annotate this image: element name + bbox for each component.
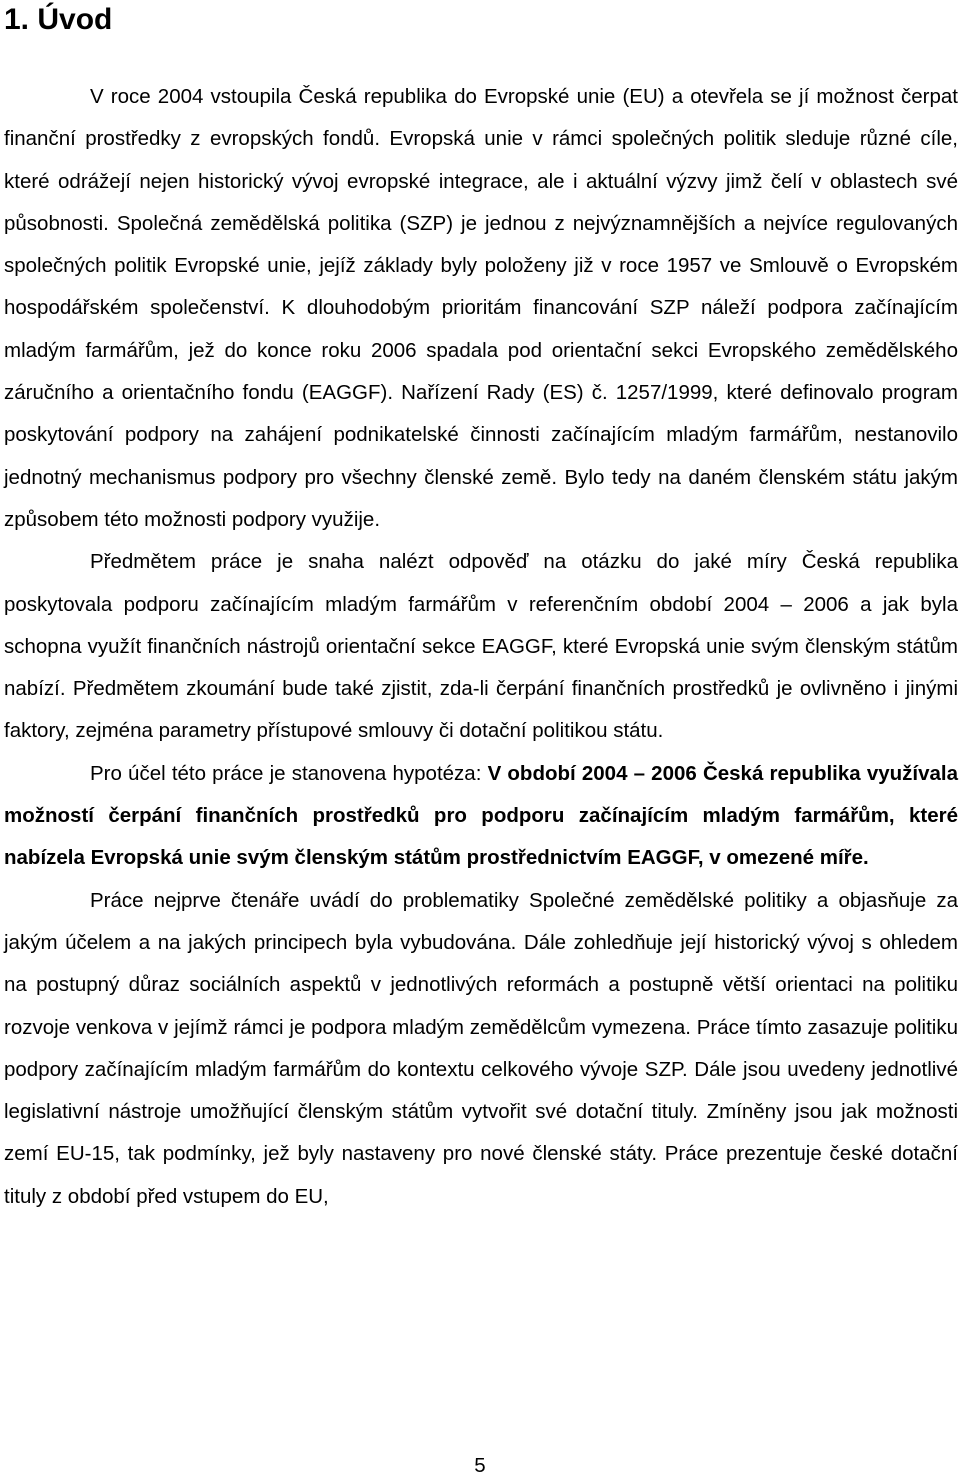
paragraph-intro	[4, 76, 958, 541]
paragraph-intro-text: V roce 2004 vstoupila Česká republika do Evropské unie (EU) a otevřela se jí možnost čerpat finanční prostředky z evropských fondů. Evropská unie v rámci společných politik sleduje různé cíle, které odrážejí nejen historický vývoj evropské integrace, ale i aktuální výzvy jimž čelí v oblastech své působnosti. Společná zemědělská politika (SZP) je jednou z nejvýznamnějších a nejvíce regulovaných společných politik Evropské unie, jejíž základy byly položeny již v roce 1957 ve Smlouvě o Evropském hospodářském společenství. K dlouhodobým prioritám financování SZP náleží podpora začínajícím mladým farmářům, jež do konce roku 2006 spadala pod orientační sekci Evropského zemědělského záručního a orientačního fondu (EAGGF). Nařízení Rady (ES) č. 1257/1999, které definovalo program poskytování podpory na zahájení podnikatelské činnosti začínajícím mladým farmářům, nestanovilo jednotný mechanismus podpory pro všechny členské země. Bylo tedy na daném členském státu jakým způsobem této možnosti podpory využije.	[4, 85, 958, 531]
paragraph-structure-text: Práce nejprve čtenáře uvádí do problematiky Společné zemědělské politiky a objasňuje za jakým účelem a na jakých principech byla vybudována. Dále zohledňuje její historický vývoj s ohledem na postupný důraz sociálních aspektů v jednotlivých reformách a postupně větší orientaci na politiku rozvoje venkova v jejímž rámci je podpora mladým zemědělcům vymezena. Práce tímto zasazuje politiku podpory začínajícím mladým farmářům do kontextu celkového vývoje SZP. Dále jsou uvedeny jednotlivé legislativní nástroje umožňující členským státům vytvořit své dotační tituly. Zmíněny jsou jak možnosti zemí EU-15, tak podmínky, jež byly nastaveny pro nové členské státy. Práce prezentuje české dotační tituly z období před vstupem do EU,	[4, 888, 958, 1208]
paragraph-subject-text: Předmětem práce je snaha nalézt odpověď na otázku do jaké míry Česká republika poskytovala podporu začínajícím mladým farmářům v referenčním období 2004 – 2006 a jak byla schopna využít finančních nástrojů orientační sekce EAGGF, které Evropská unie svým členským státům nabízí. Předmětem zkoumání bude také zjistit, zda-li čerpání finančních prostředků je ovlivněno i jinými faktory, zejména parametry přístupové smlouvy či dotační politikou státu.	[4, 550, 958, 743]
paragraph-structure	[4, 880, 958, 1218]
hypothesis-lead-text: Pro účel této práce je stanovena hypotéza:	[90, 761, 488, 785]
page-number: 5	[474, 1454, 486, 1477]
chapter-heading: 1. Úvod	[4, 3, 113, 36]
body-text	[4, 76, 958, 1218]
paragraph-subject	[4, 541, 958, 752]
paragraph-hypothesis	[4, 753, 958, 880]
hypothesis-statement: V období 2004 – 2006 Česká republika využívala možností čerpání finančních prostředků pro podporu začínajícím mladým farmářům, které nabízela Evropská unie svým členským státům prostřednictvím EAGGF, v omezené míře.	[4, 761, 958, 870]
